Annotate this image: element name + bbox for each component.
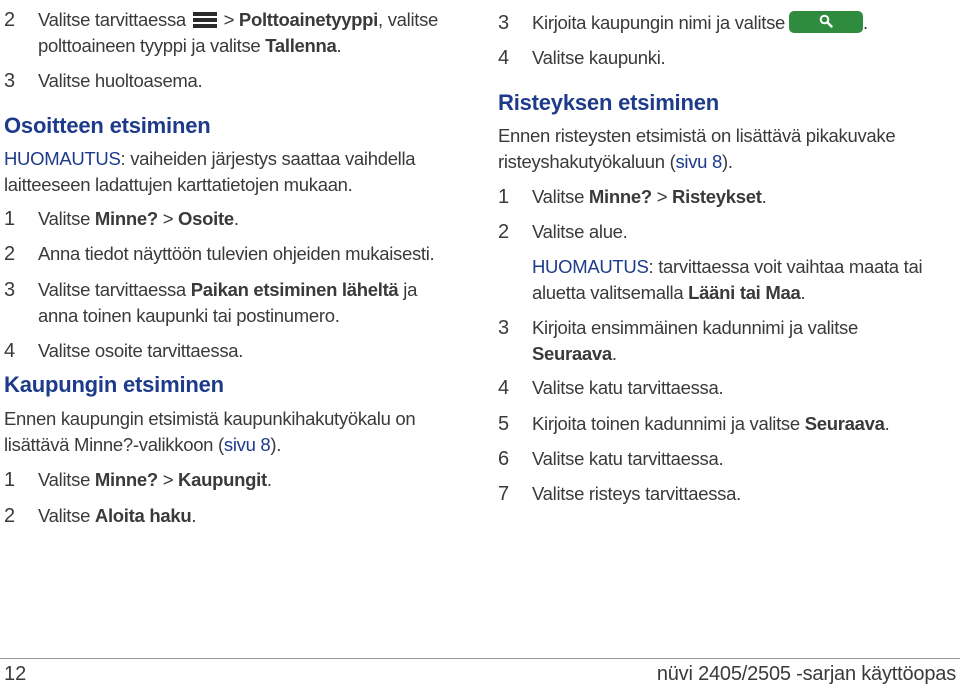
address-step-3: 3 Valitse tarvittaessa Paikan etsiminen läheltä ja anna toinen kaupunki tai postinumero. bbox=[4, 279, 418, 326]
search-button[interactable] bbox=[789, 11, 863, 33]
intersection-intro: Ennen risteysten etsimistä on lisättävä pikakuvake risteyshakutyökaluun (sivu 8). bbox=[498, 125, 896, 172]
note-intersection: HUOMAUTUS: tarvittaessa voit vaihtaa maata tai aluetta valitsemalla Lääni tai Maa. bbox=[532, 256, 923, 303]
note-address: HUOMAUTUS: vaiheiden järjestys saattaa vaihdella laitteeseen ladattujen karttatietojen mukaan. bbox=[4, 148, 416, 195]
step-2-fuel: 2 Valitse tarvittaessa > Polttoainetyyppi, valitse polttoaineen tyyppi ja valitse Tallenna. bbox=[4, 9, 439, 56]
footer-divider bbox=[0, 658, 960, 659]
city-step-1: 1 Valitse Minne? > Kaupungit. bbox=[4, 469, 272, 491]
intersection-step-3: 3 Kirjoita ensimmäinen kadunnimi ja valitse Seuraava. bbox=[498, 317, 858, 364]
page-link[interactable]: sivu 8 bbox=[675, 151, 722, 172]
manual-title: nüvi 2405/2505 -sarjan käyttöopas bbox=[656, 663, 956, 685]
intersection-step-1: 1 Valitse Minne? > Risteykset. bbox=[498, 186, 767, 208]
address-step-1: 1 Valitse Minne? > Osoite. bbox=[4, 208, 239, 230]
step-number: 2 bbox=[4, 9, 15, 31]
intersection-step-7: 7 Valitse risteys tarvittaessa. bbox=[498, 483, 741, 505]
address-step-2: 2 Anna tiedot näyttöön tulevien ohjeiden mukaisesti. bbox=[4, 243, 435, 265]
address-step-4: 4 Valitse osoite tarvittaessa. bbox=[4, 340, 244, 362]
page-link[interactable]: sivu 8 bbox=[223, 434, 271, 455]
city-intro: Ennen kaupungin etsimistä kaupunkihakutyökalu on lisättävä Minne?-valikkoon (sivu 8). bbox=[4, 408, 416, 455]
intersection-step-6: 6 Valitse katu tarvittaessa. bbox=[498, 448, 724, 470]
search-icon bbox=[819, 14, 833, 28]
city-step-2: 2 Valitse Aloita haku. bbox=[4, 505, 197, 527]
heading-intersection: Risteyksen etsiminen bbox=[498, 90, 719, 115]
page-number: 12 bbox=[4, 663, 27, 685]
intersection-step-5: 5 Kirjoita toinen kadunnimi ja valitse Seuraava. bbox=[498, 413, 890, 435]
intersection-step-2: 2 Valitse alue. bbox=[498, 221, 628, 243]
step-3-station: 3 Valitse huoltoasema. bbox=[4, 70, 203, 92]
city-step-3: 3 Kirjoita kaupungin nimi ja valitse . bbox=[498, 12, 868, 34]
heading-address: Osoitteen etsiminen bbox=[4, 113, 211, 138]
city-step-4: 4 Valitse kaupunki. bbox=[498, 47, 666, 69]
intersection-step-4: 4 Valitse katu tarvittaessa. bbox=[498, 377, 724, 399]
heading-city: Kaupungin etsiminen bbox=[4, 372, 224, 397]
menu-icon bbox=[193, 12, 217, 28]
